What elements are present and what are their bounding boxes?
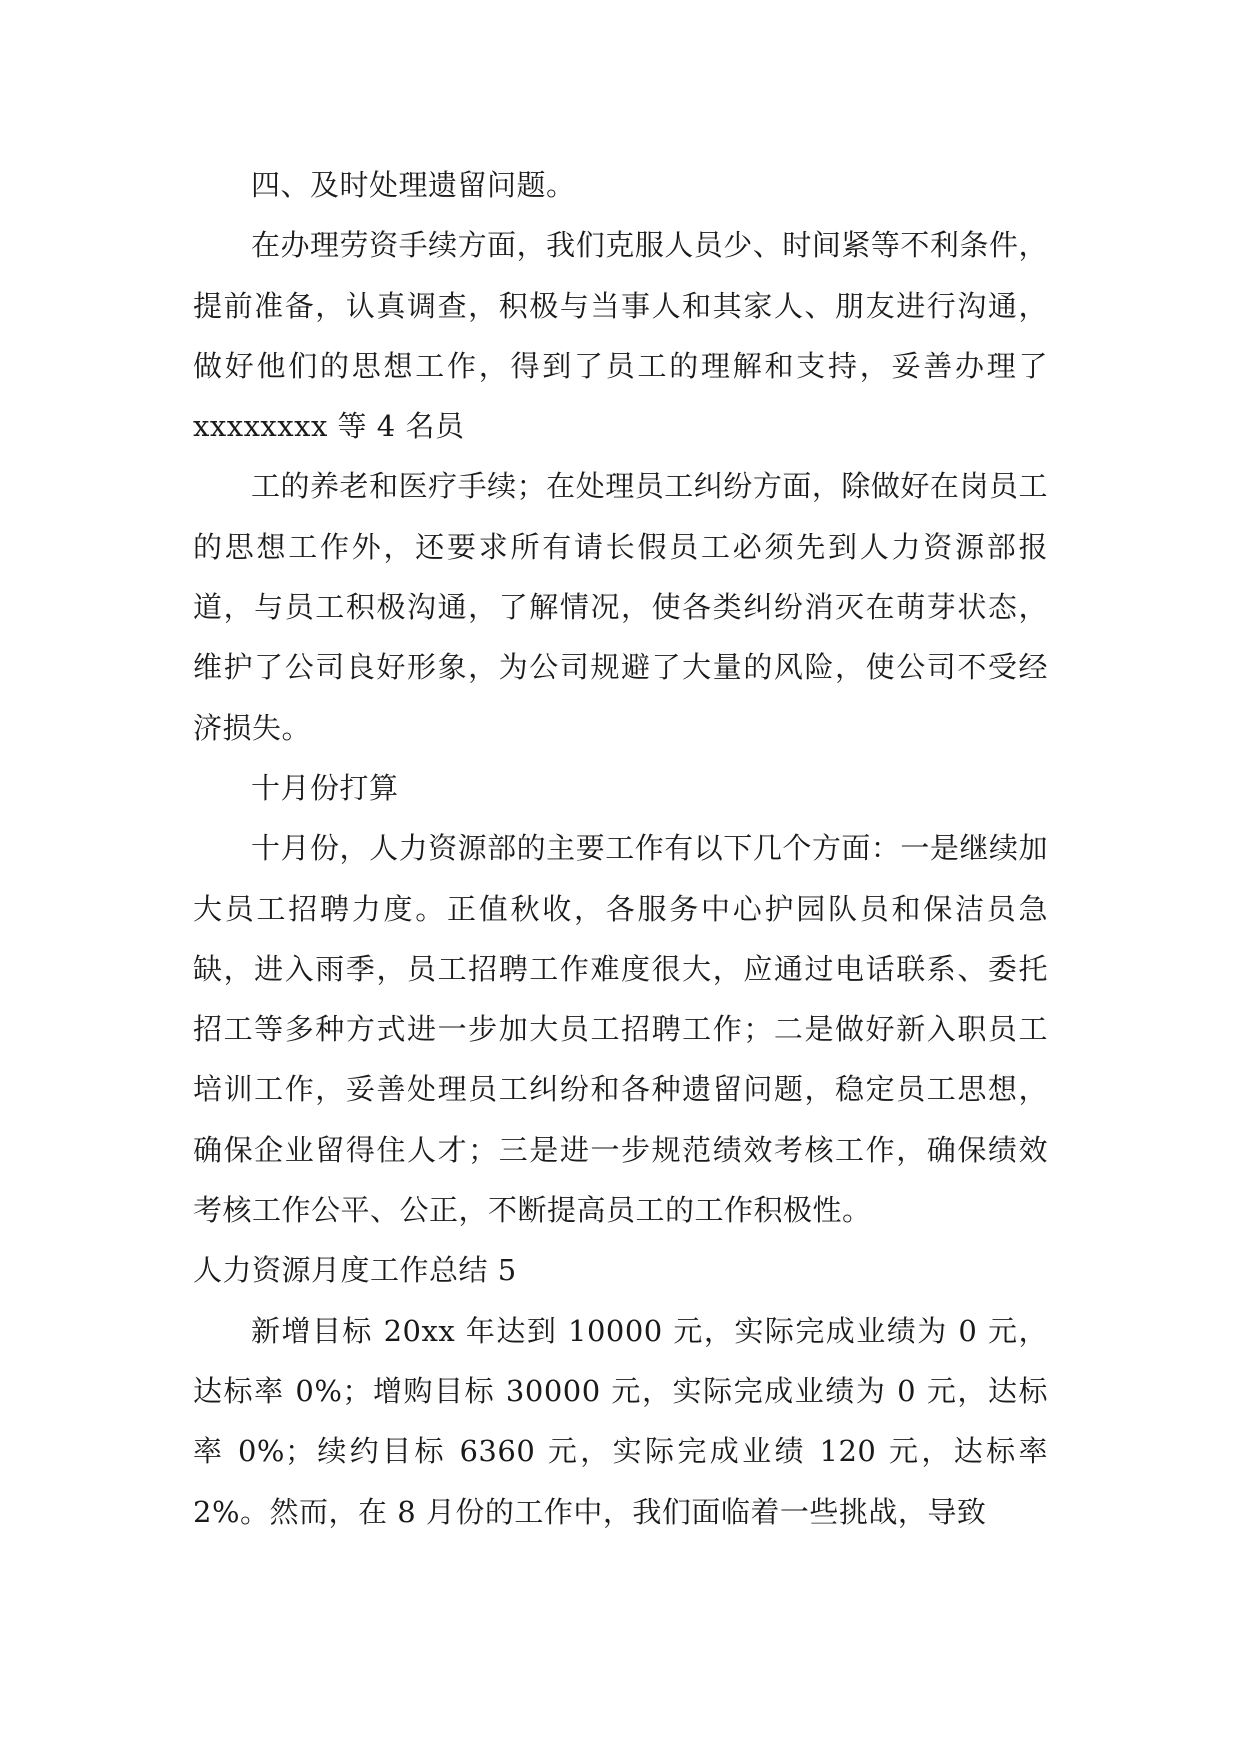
paragraph-labor-procedures: 在办理劳资手续方面，我们克服人员少、时间紧等不利条件，提前准备，认真调查，积极与当事人和其家人、朋友进行沟通，做好他们的思想工作，得到了员工的理解和支持，妥善办理了 xxxxxxxx 等 4 名员 xyxy=(193,228,1048,444)
paragraph-targets: 新增目标 20xx 年达到 10000 元，实际完成业绩为 0 元，达标率 0%；增购目标 30000 元，实际完成业绩为 0 元，达标率 0%；续约目标 6360 元，实际完成业绩 120 元，达标率 2%。然而，在 8 月份的工作中，我们面临着一些挑战，导致 xyxy=(193,1313,1048,1529)
paragraph-october-work: 十月份，人力资源部的主要工作有以下几个方面：一是继续加大员工招聘力度。正值秋收，各服务中心护园队员和保洁员急缺，进入雨季，员工招聘工作难度很大，应通过电话联系、委托招工等多种方式进一步加大员工招聘工作；二是做好新入职员工培训工作，妥善处理员工纠纷和各种遗留问题，稳定员工思想，确保企业留得住人才；三是进一步规范绩效考核工作，确保绩效考核工作公平、公正，不断提高员工的工作积极性。 xyxy=(193,831,1048,1228)
section-heading-legacy-issues: 四、及时处理遗留问题。 xyxy=(251,168,576,202)
paragraph-employee-disputes: 工的养老和医疗手续；在处理员工纠纷方面，除做好在岗员工的思想工作外，还要求所有请长假员工必须先到人力资源部报道，与员工积极沟通，了解情况，使各类纠纷消灭在萌芽状态，维护了公司良好形象，为公司规避了大量的风险，使公司不受经济损失。 xyxy=(193,469,1048,745)
document-body xyxy=(193,155,1048,1542)
section-heading-october-plan: 十月份打算 xyxy=(251,770,399,805)
document-title-summary-5: 人力资源月度工作总结 5 xyxy=(193,1253,517,1288)
